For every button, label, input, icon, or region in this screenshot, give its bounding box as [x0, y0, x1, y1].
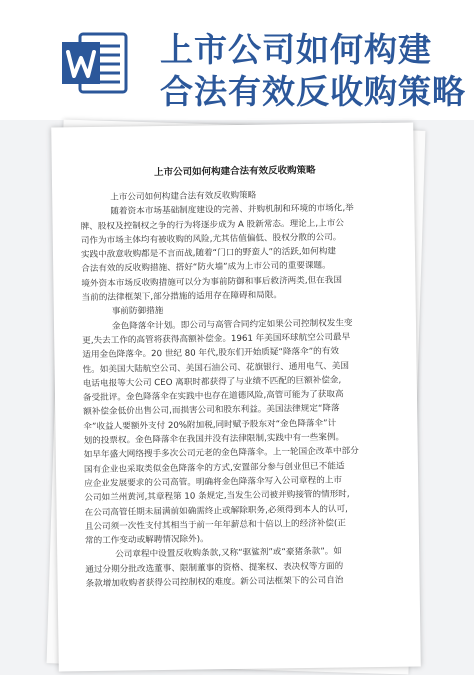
banner-title-line2: 合法有效反收购策略: [160, 72, 466, 111]
text-line: 随着资本市场基础制度建设的完善、并购机制和环境的市场化,举: [110, 203, 354, 218]
word-document-icon: [60, 30, 130, 96]
text-line: 且公司须一次性支付其相当于前一年年薪总和十倍以上的经济补偿(正: [84, 518, 347, 532]
text-line: 常的工作变动或解聘情况除外)。: [84, 534, 209, 547]
text-line: 划的投票权。金色降落伞在我国并没有法律限制,实践中有一些案例。: [83, 432, 345, 447]
text-line: 司作为市场主体均有被收购的风险,尤其估值偏低、股权分散的公司。: [80, 232, 342, 247]
text-line: 如早年盛大网络搜手多次公司元老的金色降落伞。上一轮国企改革中部分: [83, 446, 359, 461]
text-line: 事前防御措施: [111, 306, 164, 318]
text-line: 国有企业也采取类似金色降落伞的方式,安置部分参与创业但已不能适: [83, 461, 345, 475]
text-line: 伞”收益人要额外支付 20%附加税,同时赋予股东对“金色降落伞”计: [83, 418, 337, 432]
text-line: 额补偿金低价出售公司,而损害公司和股东利益。美国法律规定“降落: [83, 404, 340, 418]
text-line: 备受批评。金色降落伞在实践中也存在道德风险,高管可能为了获取高: [82, 389, 344, 404]
text-line: 金色降落伞计划。即公司与高管合同约定如果公司控制权发生变: [111, 318, 353, 332]
text-line: 更,失去工作的高管将获得高额补偿金。1961 年美国环球航空公司最早: [82, 332, 351, 347]
document-content: [80, 161, 396, 592]
text-line: 境外资本市场反收购措施可以分为事前防御和事后救济两类,但在我国: [81, 275, 342, 289]
text-line: 实践中敌意收购都是不言而战,随着“门口的野蛮人”的活跃,如何构建: [80, 246, 337, 261]
document-preview: [55, 125, 417, 669]
document-title: 上市公司如何构建合法有效反收购策略: [154, 164, 316, 179]
text-line: 当前的法律框架下,部分措施的适用存在障碍和局限。: [81, 290, 283, 304]
banner-title-line1: 上市公司如何构建: [160, 30, 432, 69]
text-line: 条款增加收购者获得公司控制权的难度。新公司法框架下的公司自治: [85, 575, 344, 590]
text-line: 牌、股权及控制权之争的行为将逐步成为 A 股新常态。理论上,上市公: [80, 218, 344, 232]
text-line: 应企业发展要求的公司高管。明确将金色降落伞写入公司章程的上市: [84, 475, 343, 490]
text-line: 适用金色降落伞。20 世纪 80 年代,股东们开始质疑“降落伞”的有效: [82, 346, 339, 361]
text-line: 公司如兰州黄河,其章程第 10 条规定,当发生公司被并购接管的情形时,: [84, 489, 350, 504]
document-page: [51, 122, 421, 671]
text-line: 在公司高管任期未届满前如确需终止或解除职务,必须得到本人的认可,: [84, 503, 348, 518]
text-line: 性。如美国大陆航空公司、美国石油公司、花旗银行、通用电气、美国: [82, 360, 350, 375]
text-line: 电话电报等大公司 CEO 离职时都获得了与业绩不匹配的巨额补偿金,: [82, 375, 342, 389]
text-line: 通过分期分批改选董事、限制董事的资格、提案权、表决权等方面的: [85, 561, 344, 575]
banner: [0, 0, 474, 120]
text-line: 公司章程中设置反收购条款,又称“驱鲨剂”或“豪猪条款”。如: [115, 546, 343, 561]
text-line: 合法有效的反收购措施、搭好“防火墙”成为上市公司的重要课题。: [81, 261, 331, 275]
document-body: [80, 187, 396, 592]
text-line: 上市公司如何构建合法有效反收购策略: [110, 190, 257, 203]
